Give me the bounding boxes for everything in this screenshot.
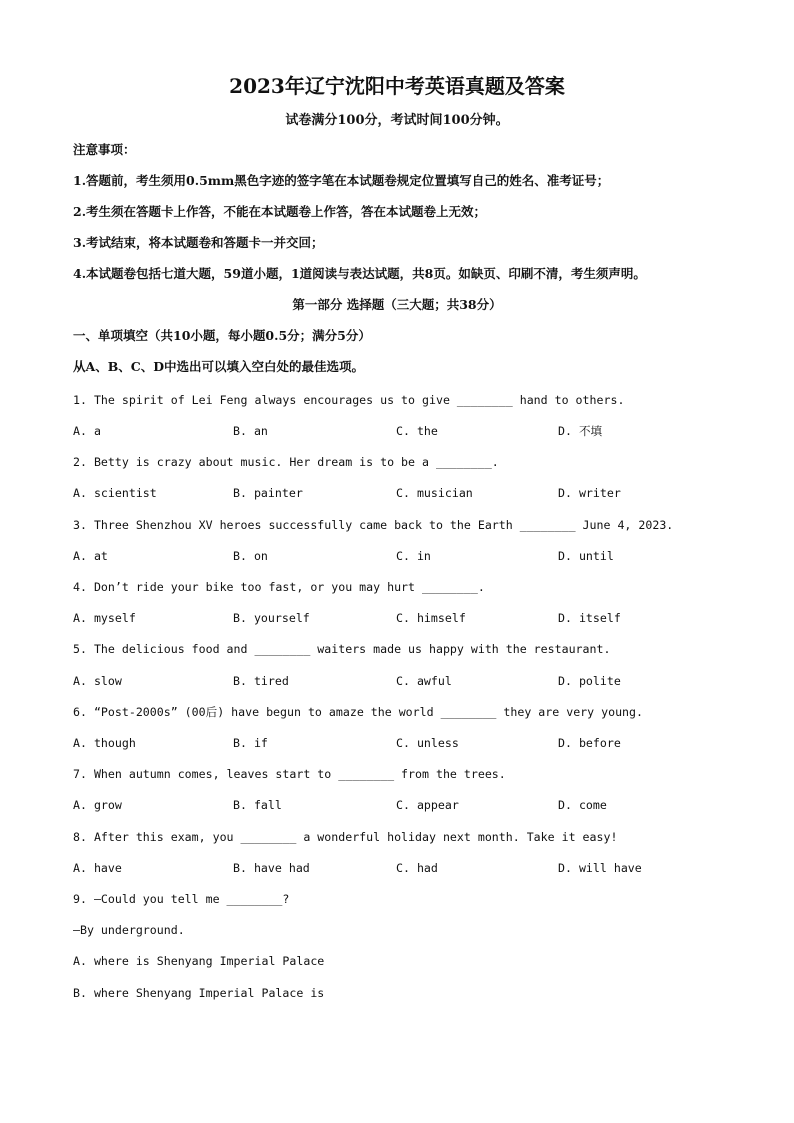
option-d: D. until xyxy=(558,549,614,563)
option-a: A. at xyxy=(73,549,108,563)
question-stem: 3. Three Shenzhou XV heroes successfully came back to the Earth ________ June 4, 2023. xyxy=(73,518,674,532)
option-c: C. musician xyxy=(396,486,473,500)
dialogue-reply: —By underground. xyxy=(73,923,185,937)
question-stem: 9. —Could you tell me ________? xyxy=(73,892,290,906)
notice-item: 3.考试结束，将本试题卷和答题卡一并交回； xyxy=(73,235,324,250)
question-stem: 1. The spirit of Lei Feng always encourages us to give ________ hand to others. xyxy=(73,393,625,407)
page-title: 2023年辽宁沈阳中考英语真题及答案 xyxy=(229,74,565,98)
option-b: B. tired xyxy=(233,674,289,688)
option-a: A. myself xyxy=(73,611,136,625)
question-stem: 7. When autumn comes, leaves start to ________ from the trees. xyxy=(73,767,506,781)
option-d: D. itself xyxy=(558,611,621,625)
question-stem: 8. After this exam, you ________ a wonderful holiday next month. Take it easy! xyxy=(73,830,618,844)
exam-subtitle: 试卷满分100分，考试时间100分钟。 xyxy=(285,113,509,128)
option-b: B. painter xyxy=(233,486,303,500)
option-c: C. himself xyxy=(396,611,466,625)
option-a: A. a xyxy=(73,424,101,438)
option-d: D. before xyxy=(558,736,621,750)
option-c: C. had xyxy=(396,861,438,875)
option-c: C. unless xyxy=(396,736,459,750)
option-d: D. polite xyxy=(558,674,621,688)
option-b: B. an xyxy=(233,424,268,438)
option-b: B. if xyxy=(233,736,268,750)
option-c: C. in xyxy=(396,549,431,563)
section-title: 一、单项填空（共10小题，每小题0.5分；满分5分） xyxy=(73,328,371,343)
question-stem: 4. Don’t ride your bike too fast, or you may hurt ________. xyxy=(73,580,485,594)
option-b: B. where Shenyang Imperial Palace is xyxy=(73,986,325,1000)
question-stem: 2. Betty is crazy about music. Her dream is to be a ________. xyxy=(73,455,499,469)
option-c: C. the xyxy=(396,424,438,438)
option-d: D. writer xyxy=(558,486,621,500)
section-instruction: 从A、B、C、D中选出可以填入空白处的最佳选项。 xyxy=(73,359,365,374)
option-d: D. will have xyxy=(558,861,642,875)
option-b: B. have had xyxy=(233,861,310,875)
notice-item: 2.考生须在答题卡上作答，不能在本试题卷上作答，答在本试题卷上无效； xyxy=(73,204,487,219)
option-b: B. on xyxy=(233,549,268,563)
notice-item: 4.本试题卷包括七道大题，59道小题，1道阅读与表达试题，共8页。如缺页、印刷不清，考生须声明。 xyxy=(73,266,646,281)
option-c: C. appear xyxy=(396,798,459,812)
option-d: D. come xyxy=(558,798,607,812)
option-a: A. though xyxy=(73,736,136,750)
option-a: A. slow xyxy=(73,674,122,688)
question-stem: 6. “Post-2000s” (00后) have begun to amaze the world ________ they are very young. xyxy=(73,705,643,719)
option-a: A. where is Shenyang Imperial Palace xyxy=(73,954,325,968)
notice-item: 1.答题前，考生须用0.5mm黑色字迹的签字笔在本试题卷规定位置填写自己的姓名、准考证号； xyxy=(73,173,610,188)
option-a: A. grow xyxy=(73,798,122,812)
option-a: A. scientist xyxy=(73,486,157,500)
option-b: B. yourself xyxy=(233,611,310,625)
notice-heading: 注意事项： xyxy=(73,142,136,157)
option-c: C. awful xyxy=(396,674,452,688)
option-d: D. 不填 xyxy=(558,424,603,438)
option-b: B. fall xyxy=(233,798,282,812)
option-a: A. have xyxy=(73,861,122,875)
part-title: 第一部分 选择题（三大题；共38分） xyxy=(292,297,502,312)
question-stem: 5. The delicious food and ________ waiters made us happy with the restaurant. xyxy=(73,642,611,656)
